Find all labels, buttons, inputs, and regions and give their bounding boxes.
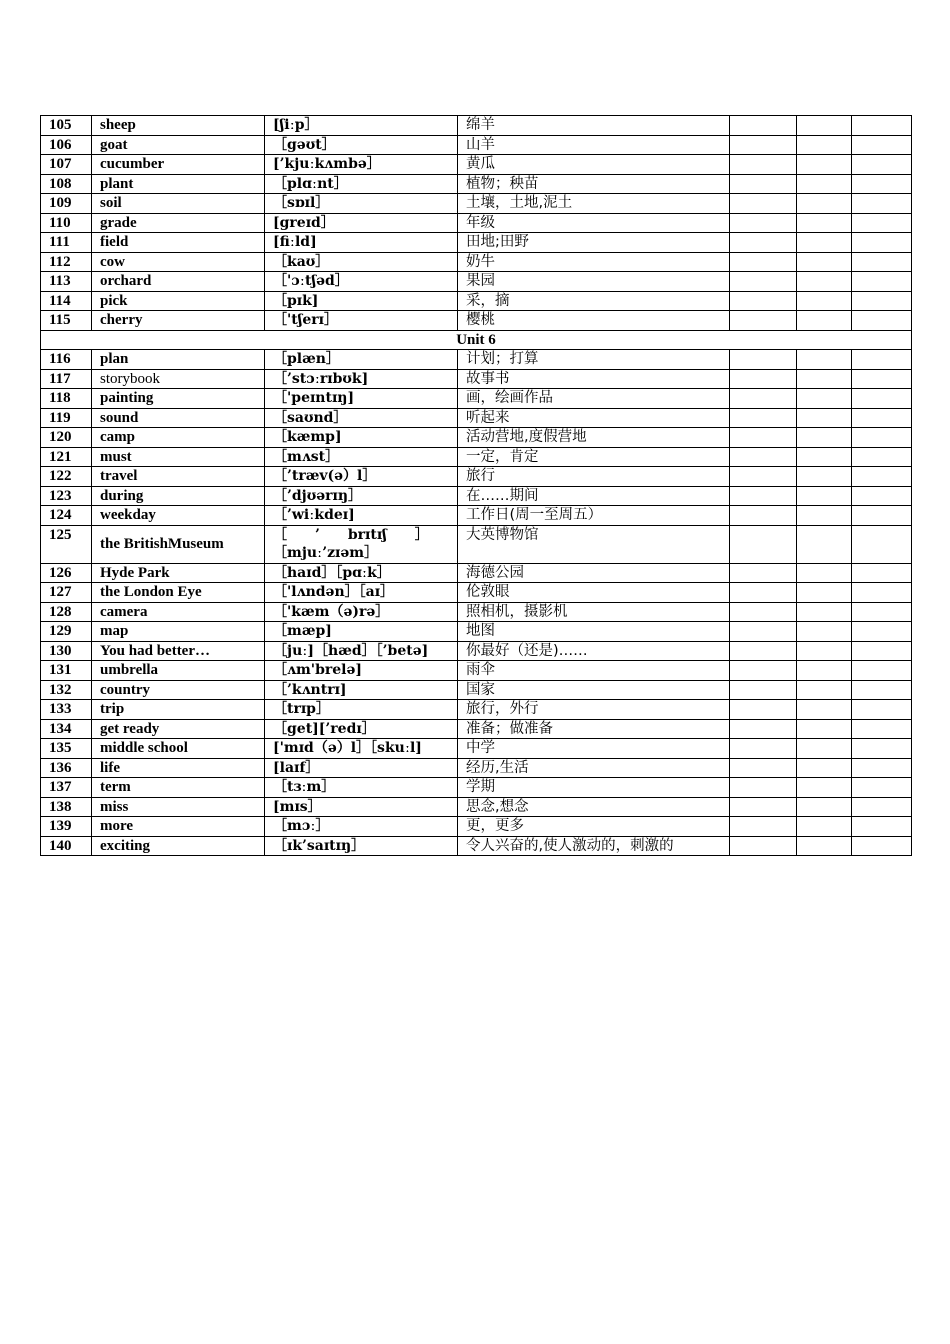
unit-heading-row: [41, 330, 912, 350]
empty-cell: [852, 350, 912, 370]
empty-cell: [797, 252, 852, 272]
phonetic-transcription: ［'ɔːtʃəd］: [265, 272, 458, 292]
english-word: cherry: [92, 311, 265, 331]
english-word: storybook: [92, 369, 265, 389]
empty-cell: [797, 680, 852, 700]
english-word: pick: [92, 291, 265, 311]
empty-cell: [852, 563, 912, 583]
empty-cell: [852, 116, 912, 136]
row-number: 112: [41, 252, 92, 272]
phonetic-line-2: ［mjuː’zɪəm］: [273, 544, 379, 561]
table-row: [41, 719, 912, 739]
vocabulary-table-body: [41, 116, 912, 856]
empty-cell: [852, 758, 912, 778]
phonetic-transcription: ['mɪd（ə）l］［skuːl]: [265, 739, 458, 759]
empty-cell: [797, 408, 852, 428]
chinese-meaning: 旅行，外行: [458, 700, 730, 720]
empty-cell: [730, 563, 797, 583]
table-row: [41, 661, 912, 681]
empty-cell: [797, 213, 852, 233]
empty-cell: [852, 311, 912, 331]
empty-cell: [730, 700, 797, 720]
empty-cell: [730, 817, 797, 837]
chinese-meaning: 旅行: [458, 467, 730, 487]
empty-cell: [730, 389, 797, 409]
chinese-meaning: 伦敦眼: [458, 583, 730, 603]
table-row: [41, 739, 912, 759]
phonetic-transcription: [mɪs］: [265, 797, 458, 817]
empty-cell: [730, 428, 797, 448]
chinese-meaning: 计划；打算: [458, 350, 730, 370]
chinese-meaning: 你最好（还是)……: [458, 641, 730, 661]
empty-cell: [797, 778, 852, 798]
row-number: 108: [41, 174, 92, 194]
table-row: [41, 272, 912, 292]
empty-cell: [730, 602, 797, 622]
table-row: [41, 525, 912, 563]
empty-cell: [797, 155, 852, 175]
empty-cell: [797, 700, 852, 720]
chinese-meaning: 奶牛: [458, 252, 730, 272]
chinese-meaning: 地图: [458, 622, 730, 642]
empty-cell: [797, 194, 852, 214]
row-number: 133: [41, 700, 92, 720]
table-row: [41, 174, 912, 194]
row-number: 118: [41, 389, 92, 409]
empty-cell: [797, 135, 852, 155]
phonetic-transcription: ［kaʊ］: [265, 252, 458, 272]
empty-cell: [797, 661, 852, 681]
empty-cell: [797, 428, 852, 448]
empty-cell: [852, 486, 912, 506]
english-word: get ready: [92, 719, 265, 739]
empty-cell: [730, 836, 797, 856]
english-word: orchard: [92, 272, 265, 292]
english-word: soil: [92, 194, 265, 214]
row-number: 136: [41, 758, 92, 778]
english-word: cucumber: [92, 155, 265, 175]
empty-cell: [730, 116, 797, 136]
empty-cell: [852, 389, 912, 409]
english-word: term: [92, 778, 265, 798]
english-word: weekday: [92, 506, 265, 526]
empty-cell: [797, 447, 852, 467]
empty-cell: [852, 661, 912, 681]
empty-cell: [730, 311, 797, 331]
row-number: 115: [41, 311, 92, 331]
empty-cell: [730, 291, 797, 311]
phonetic-transcription: [ʃiːp］: [265, 116, 458, 136]
english-word: travel: [92, 467, 265, 487]
empty-cell: [730, 155, 797, 175]
empty-cell: [852, 174, 912, 194]
empty-cell: [730, 641, 797, 661]
empty-cell: [852, 135, 912, 155]
empty-cell: [852, 213, 912, 233]
table-row: [41, 408, 912, 428]
english-word: painting: [92, 389, 265, 409]
phonetic-line-1: ［ ’ brɪtɪʃ ］: [273, 526, 429, 543]
empty-cell: [852, 506, 912, 526]
row-number: 125: [41, 525, 92, 563]
empty-cell: [730, 486, 797, 506]
english-word: must: [92, 447, 265, 467]
empty-cell: [797, 525, 852, 563]
chinese-meaning: 黄瓜: [458, 155, 730, 175]
row-number: 116: [41, 350, 92, 370]
phonetic-transcription: ［haɪd］［pɑːk］: [265, 563, 458, 583]
chinese-meaning: 故事书: [458, 369, 730, 389]
empty-cell: [852, 525, 912, 563]
empty-cell: [797, 233, 852, 253]
table-row: [41, 797, 912, 817]
english-word: You had better…: [92, 641, 265, 661]
phonetic-transcription: ［’træv(ə）l］: [265, 467, 458, 487]
chinese-meaning: 画，绘画作品: [458, 389, 730, 409]
empty-cell: [730, 252, 797, 272]
empty-cell: [797, 563, 852, 583]
chinese-meaning: 果园: [458, 272, 730, 292]
table-row: [41, 311, 912, 331]
english-word: the London Eye: [92, 583, 265, 603]
empty-cell: [730, 758, 797, 778]
table-row: [41, 602, 912, 622]
table-row: [41, 506, 912, 526]
empty-cell: [730, 272, 797, 292]
table-row: [41, 467, 912, 487]
chinese-meaning: 经历,生活: [458, 758, 730, 778]
empty-cell: [797, 797, 852, 817]
english-word: map: [92, 622, 265, 642]
row-number: 111: [41, 233, 92, 253]
row-number: 140: [41, 836, 92, 856]
empty-cell: [797, 583, 852, 603]
row-number: 120: [41, 428, 92, 448]
empty-cell: [797, 291, 852, 311]
empty-cell: [797, 817, 852, 837]
phonetic-transcription: [laɪf］: [265, 758, 458, 778]
empty-cell: [852, 797, 912, 817]
table-row: [41, 641, 912, 661]
table-row: [41, 680, 912, 700]
english-word: trip: [92, 700, 265, 720]
empty-cell: [852, 291, 912, 311]
table-row: [41, 700, 912, 720]
table-row: [41, 778, 912, 798]
empty-cell: [797, 739, 852, 759]
row-number: 130: [41, 641, 92, 661]
table-row: [41, 622, 912, 642]
empty-cell: [730, 213, 797, 233]
chinese-meaning: 雨伞: [458, 661, 730, 681]
empty-cell: [797, 467, 852, 487]
phonetic-transcription: ［plæn］: [265, 350, 458, 370]
table-row: [41, 155, 912, 175]
chinese-meaning: 听起来: [458, 408, 730, 428]
empty-cell: [730, 506, 797, 526]
row-number: 132: [41, 680, 92, 700]
empty-cell: [797, 350, 852, 370]
english-word: exciting: [92, 836, 265, 856]
row-number: 135: [41, 739, 92, 759]
english-word: camp: [92, 428, 265, 448]
table-row: [41, 291, 912, 311]
empty-cell: [797, 311, 852, 331]
empty-cell: [730, 233, 797, 253]
phonetic-transcription: ［gəʊt］: [265, 135, 458, 155]
phonetic-transcription: ［mʌst］: [265, 447, 458, 467]
empty-cell: [797, 836, 852, 856]
empty-cell: [730, 797, 797, 817]
row-number: 126: [41, 563, 92, 583]
english-word: life: [92, 758, 265, 778]
chinese-meaning: 年级: [458, 213, 730, 233]
row-number: 119: [41, 408, 92, 428]
empty-cell: [852, 155, 912, 175]
empty-cell: [852, 272, 912, 292]
row-number: 113: [41, 272, 92, 292]
phonetic-transcription: ［’kʌntrɪ]: [265, 680, 458, 700]
table-row: [41, 350, 912, 370]
empty-cell: [730, 408, 797, 428]
empty-cell: [730, 622, 797, 642]
english-word: goat: [92, 135, 265, 155]
row-number: 122: [41, 467, 92, 487]
empty-cell: [730, 583, 797, 603]
empty-cell: [730, 719, 797, 739]
table-row: [41, 836, 912, 856]
empty-cell: [852, 194, 912, 214]
row-number: 139: [41, 817, 92, 837]
english-word: cow: [92, 252, 265, 272]
row-number: 124: [41, 506, 92, 526]
english-word: the BritishMuseum: [92, 525, 265, 563]
empty-cell: [730, 680, 797, 700]
empty-cell: [730, 778, 797, 798]
chinese-meaning: 采，摘: [458, 291, 730, 311]
phonetic-transcription: ［saʊnd］: [265, 408, 458, 428]
table-row: [41, 428, 912, 448]
chinese-meaning: 工作日(周一至周五）: [458, 506, 730, 526]
phonetic-transcription: ［mæp]: [265, 622, 458, 642]
english-word: more: [92, 817, 265, 837]
english-word: camera: [92, 602, 265, 622]
row-number: 105: [41, 116, 92, 136]
phonetic-transcription: [fiːld]: [265, 233, 458, 253]
phonetic-transcription: ［’wiːkdeɪ]: [265, 506, 458, 526]
empty-cell: [730, 525, 797, 563]
row-number: 109: [41, 194, 92, 214]
english-word: during: [92, 486, 265, 506]
empty-cell: [797, 389, 852, 409]
table-row: [41, 486, 912, 506]
empty-cell: [852, 622, 912, 642]
empty-cell: [797, 719, 852, 739]
row-number: 138: [41, 797, 92, 817]
phonetic-transcription: ［'peɪntɪŋ]: [265, 389, 458, 409]
english-word: country: [92, 680, 265, 700]
phonetic-transcription: ［’stɔːrɪbʊk]: [265, 369, 458, 389]
phonetic-transcription: ［mɔː］: [265, 817, 458, 837]
table-row: [41, 213, 912, 233]
empty-cell: [730, 739, 797, 759]
english-word: middle school: [92, 739, 265, 759]
empty-cell: [852, 467, 912, 487]
table-row: [41, 447, 912, 467]
phonetic-transcription: [greɪd］: [265, 213, 458, 233]
table-row: [41, 369, 912, 389]
empty-cell: [797, 602, 852, 622]
table-row: [41, 563, 912, 583]
empty-cell: [797, 116, 852, 136]
chinese-meaning: 在……期间: [458, 486, 730, 506]
empty-cell: [730, 369, 797, 389]
empty-cell: [797, 272, 852, 292]
table-row: [41, 817, 912, 837]
chinese-meaning: 国家: [458, 680, 730, 700]
phonetic-transcription: ［sɒɪl］: [265, 194, 458, 214]
phonetic-transcription: ［pɪk]: [265, 291, 458, 311]
english-word: miss: [92, 797, 265, 817]
empty-cell: [730, 350, 797, 370]
chinese-meaning: 大英博物馆: [458, 525, 730, 563]
chinese-meaning: 山羊: [458, 135, 730, 155]
row-number: 128: [41, 602, 92, 622]
chinese-meaning: 植物；秧苗: [458, 174, 730, 194]
english-word: sound: [92, 408, 265, 428]
empty-cell: [852, 836, 912, 856]
phonetic-transcription: [’kjuːkʌmbə］: [265, 155, 458, 175]
empty-cell: [852, 680, 912, 700]
empty-cell: [730, 174, 797, 194]
table-row: [41, 194, 912, 214]
empty-cell: [852, 719, 912, 739]
empty-cell: [852, 739, 912, 759]
english-word: plant: [92, 174, 265, 194]
empty-cell: [852, 369, 912, 389]
phonetic-transcription: ［ʌm'brelə]: [265, 661, 458, 681]
row-number: 123: [41, 486, 92, 506]
chinese-meaning: 学期: [458, 778, 730, 798]
empty-cell: [852, 602, 912, 622]
empty-cell: [852, 447, 912, 467]
english-word: umbrella: [92, 661, 265, 681]
chinese-meaning: 土壤，土地,泥土: [458, 194, 730, 214]
empty-cell: [730, 194, 797, 214]
row-number: 121: [41, 447, 92, 467]
row-number: 129: [41, 622, 92, 642]
row-number: 110: [41, 213, 92, 233]
table-row: [41, 252, 912, 272]
empty-cell: [730, 447, 797, 467]
chinese-meaning: 活动营地,度假营地: [458, 428, 730, 448]
table-row: [41, 389, 912, 409]
chinese-meaning: 准备；做准备: [458, 719, 730, 739]
phonetic-transcription: ［plɑːnt］: [265, 174, 458, 194]
vocabulary-table: [40, 115, 912, 856]
empty-cell: [852, 700, 912, 720]
chinese-meaning: 令人兴奋的,使人激动的，刺激的: [458, 836, 730, 856]
empty-cell: [730, 661, 797, 681]
table-row: [41, 758, 912, 778]
chinese-meaning: 绵羊: [458, 116, 730, 136]
phonetic-transcription: ［kæmp]: [265, 428, 458, 448]
empty-cell: [730, 467, 797, 487]
empty-cell: [797, 506, 852, 526]
row-number: 137: [41, 778, 92, 798]
phonetic-transcription: ［trɪp］: [265, 700, 458, 720]
unit-heading: Unit 6: [41, 330, 912, 350]
empty-cell: [852, 778, 912, 798]
phonetic-transcription: ［ɪk’saɪtɪŋ］: [265, 836, 458, 856]
phonetic-transcription: ［'tʃerɪ］: [265, 311, 458, 331]
chinese-meaning: 田地;田野: [458, 233, 730, 253]
english-word: plan: [92, 350, 265, 370]
row-number: 117: [41, 369, 92, 389]
row-number: 127: [41, 583, 92, 603]
empty-cell: [797, 622, 852, 642]
phonetic-transcription: ［'lʌndən］［aɪ］: [265, 583, 458, 603]
chinese-meaning: 思念,想念: [458, 797, 730, 817]
english-word: grade: [92, 213, 265, 233]
chinese-meaning: 中学: [458, 739, 730, 759]
chinese-meaning: 更，更多: [458, 817, 730, 837]
phonetic-transcription: ［get][’redɪ］: [265, 719, 458, 739]
table-row: [41, 135, 912, 155]
row-number: 134: [41, 719, 92, 739]
phonetic-transcription: ［juː]［hæd］［’betə]: [265, 641, 458, 661]
chinese-meaning: 海德公园: [458, 563, 730, 583]
english-word: field: [92, 233, 265, 253]
english-word: sheep: [92, 116, 265, 136]
empty-cell: [797, 758, 852, 778]
row-number: 114: [41, 291, 92, 311]
empty-cell: [852, 817, 912, 837]
empty-cell: [797, 486, 852, 506]
row-number: 106: [41, 135, 92, 155]
row-number: 131: [41, 661, 92, 681]
english-word: Hyde Park: [92, 563, 265, 583]
empty-cell: [852, 583, 912, 603]
empty-cell: [797, 174, 852, 194]
empty-cell: [852, 408, 912, 428]
chinese-meaning: 一定，肯定: [458, 447, 730, 467]
chinese-meaning: 照相机，摄影机: [458, 602, 730, 622]
phonetic-transcription: ［’djʊərɪŋ］: [265, 486, 458, 506]
phonetic-transcription: [265, 525, 458, 563]
empty-cell: [852, 233, 912, 253]
empty-cell: [852, 252, 912, 272]
table-row: [41, 233, 912, 253]
empty-cell: [852, 641, 912, 661]
chinese-meaning: 樱桃: [458, 311, 730, 331]
table-row: [41, 116, 912, 136]
empty-cell: [730, 135, 797, 155]
table-row: [41, 583, 912, 603]
empty-cell: [797, 369, 852, 389]
empty-cell: [797, 641, 852, 661]
empty-cell: [852, 428, 912, 448]
phonetic-transcription: ［'kæm（ə)rə］: [265, 602, 458, 622]
phonetic-transcription: ［tɜːm］: [265, 778, 458, 798]
row-number: 107: [41, 155, 92, 175]
